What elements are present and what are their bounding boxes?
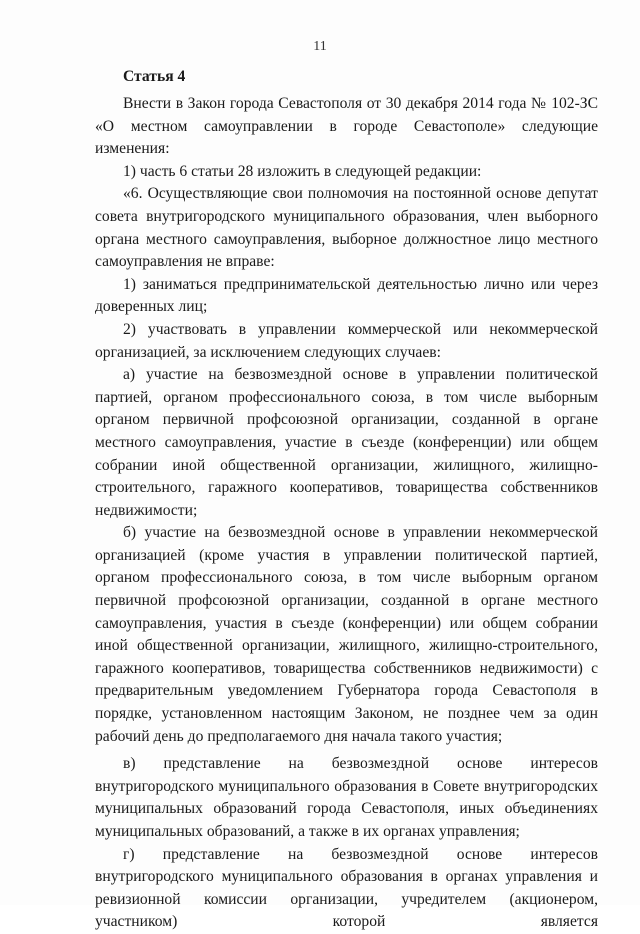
document-body: [95, 66, 598, 934]
paragraph-intro: Внести в Закон города Севастополя от 30 декабря 2014 года № 102-ЗС «О местном самоуправлении в городе Севастополе» следующие изменения:: [95, 95, 598, 158]
paragraph-item-1: 1) часть 6 статьи 28 изложить в следующей редакции:: [123, 162, 482, 180]
paragraph-subitem-a: а) участие на безвозмездной основе в управлении политической партией, органом профессионального союза, в том числе выборным органом первичной профсоюзной организации, созданной в органе местного самоуправления, участие в съезде (конференции) или общем собрании иной общественной организации, жилищного, жилищно-строительного, гаражного кооперативов, товарищества собственников недвижимости;: [95, 366, 598, 519]
article-title: Статья 4: [123, 68, 186, 85]
paragraph-subitem-g: г) представление на безвозмездной основе интересов внутригородского муниципального образования в органах управления и ревизионной комиссии организации, учредителем (акционером, участником) которой является: [95, 845, 598, 931]
paragraph-subitem-v: в) представление на безвозмездной основе интересов внутригородского муниципального образования в Совете внутригородских муниципальных образований города Севастополя, иных объединениях муниципальных образований, а также в их органах управления;: [95, 755, 598, 840]
paragraph-subitem-2: 2) участвовать в управлении коммерческой или некоммерческой организацией, за исключением следующих случаев:: [95, 320, 598, 361]
paragraph-subitem-1: 1) заниматься предпринимательской деятельностью лично или через доверенных лиц;: [95, 275, 598, 316]
page-number: 11: [313, 39, 327, 54]
paragraph-part-6: «6. Осуществляющие свои полномочия на постоянной основе депутат совета внутригородского муниципального образования, член выборного органа местного самоуправления, выборное должностное лицо местного самоуправления не вправе:: [95, 185, 598, 271]
paragraph-subitem-b: б) участие на безвозмездной основе в управлении некоммерческой организацией (кроме участия в управлении политической партией, органом профессионального союза, в том числе выборным органом первичной профсоюзной организации, созданной в органе местного самоуправления, участия в съезде (конференции) или общем собрании иной общественной организации, жилищного, жилищно-строительного, гаражного кооперативов, товарищества собственников недвижимости) с предварительным уведомлением Губернатора города Севастополя в порядке, установленном настоящим Законом, не позднее чем за один рабочий день до предполагаемого дня начала такого участия;: [95, 524, 598, 745]
